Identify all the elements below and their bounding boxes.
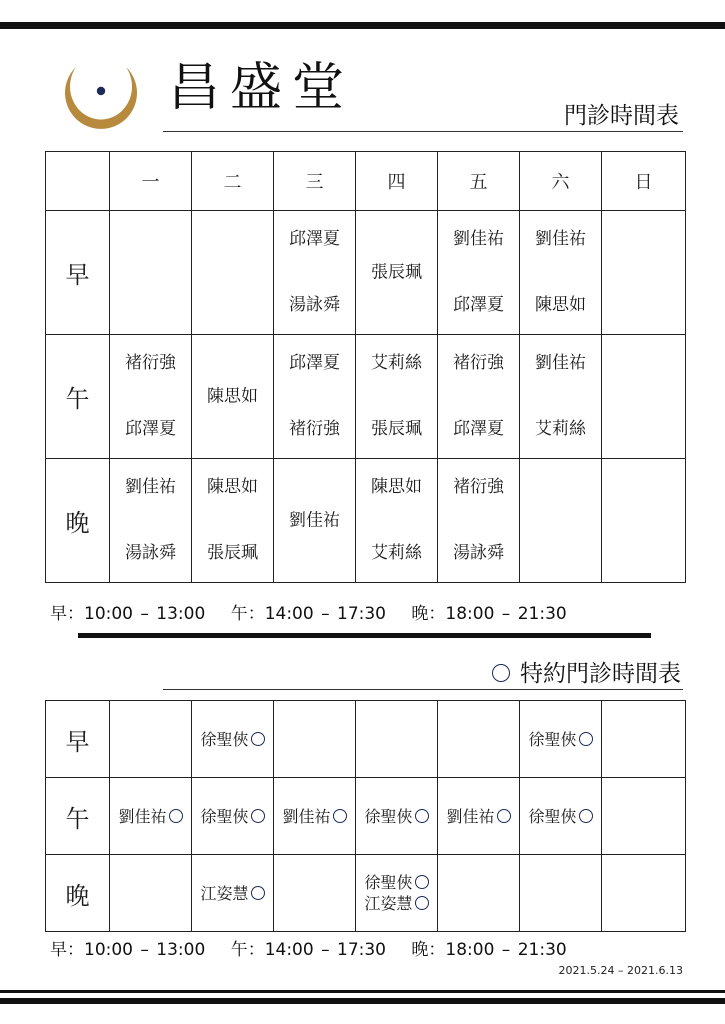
special-cell bbox=[110, 701, 192, 778]
doctor-name: 徐聖俠 bbox=[528, 729, 577, 749]
schedule-cell bbox=[274, 459, 356, 583]
doctor-name: 陳思如 bbox=[207, 477, 258, 497]
schedule-cell bbox=[110, 211, 192, 335]
doctor-name: 褚衍強 bbox=[453, 353, 504, 373]
doctor-name: 劉佳祐 bbox=[453, 229, 504, 249]
special-cell bbox=[438, 701, 520, 778]
schedule-cell bbox=[356, 335, 438, 459]
doctor-name: 張辰珮 bbox=[371, 262, 422, 282]
doctor-name: 褚衍強 bbox=[125, 353, 176, 373]
doctor-name: 邱澤夏 bbox=[453, 419, 504, 439]
doctor-name: 徐聖俠 bbox=[200, 729, 249, 749]
day-header: 六 bbox=[520, 152, 602, 211]
doctor-name: 湯詠舜 bbox=[453, 543, 504, 563]
special-doctor bbox=[118, 807, 182, 826]
doctor-name: 劉佳祐 bbox=[282, 806, 331, 826]
doctor-name: 邱澤夏 bbox=[453, 295, 504, 315]
day-header: 四 bbox=[356, 152, 438, 211]
schedule-cell bbox=[192, 335, 274, 459]
special-doctor bbox=[200, 730, 264, 749]
session-label: 晚 bbox=[46, 459, 110, 583]
schedule-cell bbox=[110, 335, 192, 459]
circle-marker-icon bbox=[251, 732, 265, 746]
schedule-cell bbox=[274, 211, 356, 335]
doctor-name: 張辰珮 bbox=[371, 419, 422, 439]
special-cell bbox=[438, 778, 520, 855]
circle-marker-icon bbox=[415, 809, 429, 823]
hours-morning: 早：10:00 – 13:00 bbox=[50, 940, 206, 960]
schedule-cell bbox=[192, 211, 274, 335]
doctor-name: 徐聖俠 bbox=[364, 872, 413, 892]
hours-afternoon: 午：14:00 – 17:30 bbox=[230, 940, 386, 960]
doctor-name: 劉佳祐 bbox=[446, 806, 495, 826]
doctor-name: 劉佳祐 bbox=[118, 806, 167, 826]
doctor-name: 劉佳祐 bbox=[125, 477, 176, 497]
doctor-name: 劉佳祐 bbox=[535, 353, 586, 373]
special-title-text: 特約門診時間表 bbox=[520, 661, 681, 687]
doctor-name: 艾莉絲 bbox=[371, 353, 422, 373]
bottom-border-bar-thin bbox=[0, 990, 725, 993]
special-doctor bbox=[200, 884, 264, 903]
special-cell bbox=[110, 855, 192, 932]
special-doctor bbox=[356, 872, 437, 892]
circle-marker-icon bbox=[415, 896, 429, 910]
schedule-cell bbox=[602, 459, 686, 583]
special-row bbox=[46, 855, 686, 932]
schedule-cell bbox=[602, 211, 686, 335]
hours-evening: 晚：18:00 – 21:30 bbox=[411, 604, 567, 624]
doctor-name: 湯詠舜 bbox=[125, 543, 176, 563]
schedule-cell bbox=[520, 335, 602, 459]
day-header: 三 bbox=[274, 152, 356, 211]
special-doctor bbox=[446, 807, 510, 826]
special-cell bbox=[192, 778, 274, 855]
bottom-border-bar-thick bbox=[0, 998, 725, 1004]
schedule-cell bbox=[520, 459, 602, 583]
special-cell bbox=[356, 855, 438, 932]
special-row bbox=[46, 701, 686, 778]
doctor-name: 徐聖俠 bbox=[200, 806, 249, 826]
doctor-name: 陳思如 bbox=[535, 295, 586, 315]
doctor-name: 褚衍強 bbox=[453, 477, 504, 497]
schedule-cell bbox=[356, 211, 438, 335]
session-label: 早 bbox=[46, 211, 110, 335]
schedule-cell bbox=[520, 211, 602, 335]
doctor-name: 陳思如 bbox=[371, 477, 422, 497]
schedule-cell bbox=[110, 459, 192, 583]
session-label: 午 bbox=[46, 778, 110, 855]
session-label: 晚 bbox=[46, 855, 110, 932]
circle-marker-icon bbox=[251, 809, 265, 823]
day-header: 一 bbox=[110, 152, 192, 211]
hours-afternoon: 午：14:00 – 17:30 bbox=[230, 604, 386, 624]
special-doctor bbox=[356, 893, 437, 913]
special-cell bbox=[274, 701, 356, 778]
special-title-underline bbox=[163, 689, 683, 690]
special-row bbox=[46, 778, 686, 855]
doctor-name: 邱澤夏 bbox=[289, 229, 340, 249]
special-cell bbox=[602, 855, 686, 932]
clinic-schedule-table bbox=[45, 151, 686, 583]
day-header-row bbox=[46, 152, 686, 211]
schedule-row bbox=[46, 335, 686, 459]
circle-marker-icon bbox=[497, 809, 511, 823]
schedule-period: 2021.5.24 – 2021.6.13 bbox=[558, 964, 683, 977]
doctor-name: 艾莉絲 bbox=[371, 543, 422, 563]
special-cell bbox=[356, 701, 438, 778]
circle-marker-icon bbox=[333, 809, 347, 823]
schedule-row bbox=[46, 459, 686, 583]
special-cell bbox=[602, 778, 686, 855]
special-hours-line bbox=[50, 935, 585, 960]
doctor-name: 徐聖俠 bbox=[528, 806, 577, 826]
schedule-row bbox=[46, 211, 686, 335]
special-cell bbox=[520, 701, 602, 778]
schedule-cell bbox=[602, 335, 686, 459]
doctor-name: 劉佳祐 bbox=[535, 229, 586, 249]
special-doctor bbox=[528, 807, 592, 826]
special-cell bbox=[192, 701, 274, 778]
doctor-name: 徐聖俠 bbox=[364, 806, 413, 826]
day-header: 二 bbox=[192, 152, 274, 211]
special-cell bbox=[520, 778, 602, 855]
doctor-name: 陳思如 bbox=[207, 386, 258, 406]
special-cell bbox=[274, 855, 356, 932]
schedule-cell bbox=[356, 459, 438, 583]
special-cell bbox=[110, 778, 192, 855]
special-cell bbox=[356, 778, 438, 855]
doctor-name: 艾莉絲 bbox=[535, 419, 586, 439]
circle-marker-icon bbox=[579, 809, 593, 823]
session-label: 早 bbox=[46, 701, 110, 778]
doctor-name: 湯詠舜 bbox=[289, 295, 340, 315]
main-hours-line bbox=[50, 599, 585, 624]
special-cell bbox=[192, 855, 274, 932]
title-underline bbox=[163, 131, 683, 132]
doctor-name: 邱澤夏 bbox=[289, 353, 340, 373]
special-cell bbox=[520, 855, 602, 932]
circle-marker-icon bbox=[492, 664, 510, 682]
hours-evening: 晚：18:00 – 21:30 bbox=[411, 940, 567, 960]
schedule-cell bbox=[438, 459, 520, 583]
doctor-name: 張辰珮 bbox=[207, 543, 258, 563]
corner-cell bbox=[46, 152, 110, 211]
clinic-logo-icon bbox=[60, 55, 142, 137]
special-doctor bbox=[528, 730, 592, 749]
special-cell bbox=[274, 778, 356, 855]
doctor-name: 江姿慧 bbox=[364, 893, 413, 913]
special-cell bbox=[438, 855, 520, 932]
day-header: 五 bbox=[438, 152, 520, 211]
special-doctor bbox=[364, 807, 428, 826]
special-doctor bbox=[200, 807, 264, 826]
schedule-cell bbox=[192, 459, 274, 583]
schedule-title: 門診時間表 bbox=[564, 103, 679, 129]
doctor-name: 劉佳祐 bbox=[289, 510, 340, 530]
circle-marker-icon bbox=[169, 809, 183, 823]
section-divider bbox=[78, 633, 651, 638]
special-schedule-title bbox=[492, 655, 681, 688]
special-cell bbox=[602, 701, 686, 778]
circle-marker-icon bbox=[251, 886, 265, 900]
schedule-cell bbox=[274, 335, 356, 459]
schedule-cell bbox=[438, 335, 520, 459]
schedule-cell bbox=[438, 211, 520, 335]
circle-marker-icon bbox=[415, 875, 429, 889]
special-doctor bbox=[282, 807, 346, 826]
hours-morning: 早：10:00 – 13:00 bbox=[50, 604, 206, 624]
doctor-name: 褚衍強 bbox=[289, 419, 340, 439]
day-header: 日 bbox=[602, 152, 686, 211]
special-schedule-table bbox=[45, 700, 686, 932]
doctor-name: 邱澤夏 bbox=[125, 419, 176, 439]
doctor-name: 江姿慧 bbox=[200, 883, 249, 903]
circle-marker-icon bbox=[579, 732, 593, 746]
clinic-name: 昌盛堂 bbox=[168, 58, 355, 118]
top-border-bar bbox=[0, 22, 725, 29]
session-label: 午 bbox=[46, 335, 110, 459]
